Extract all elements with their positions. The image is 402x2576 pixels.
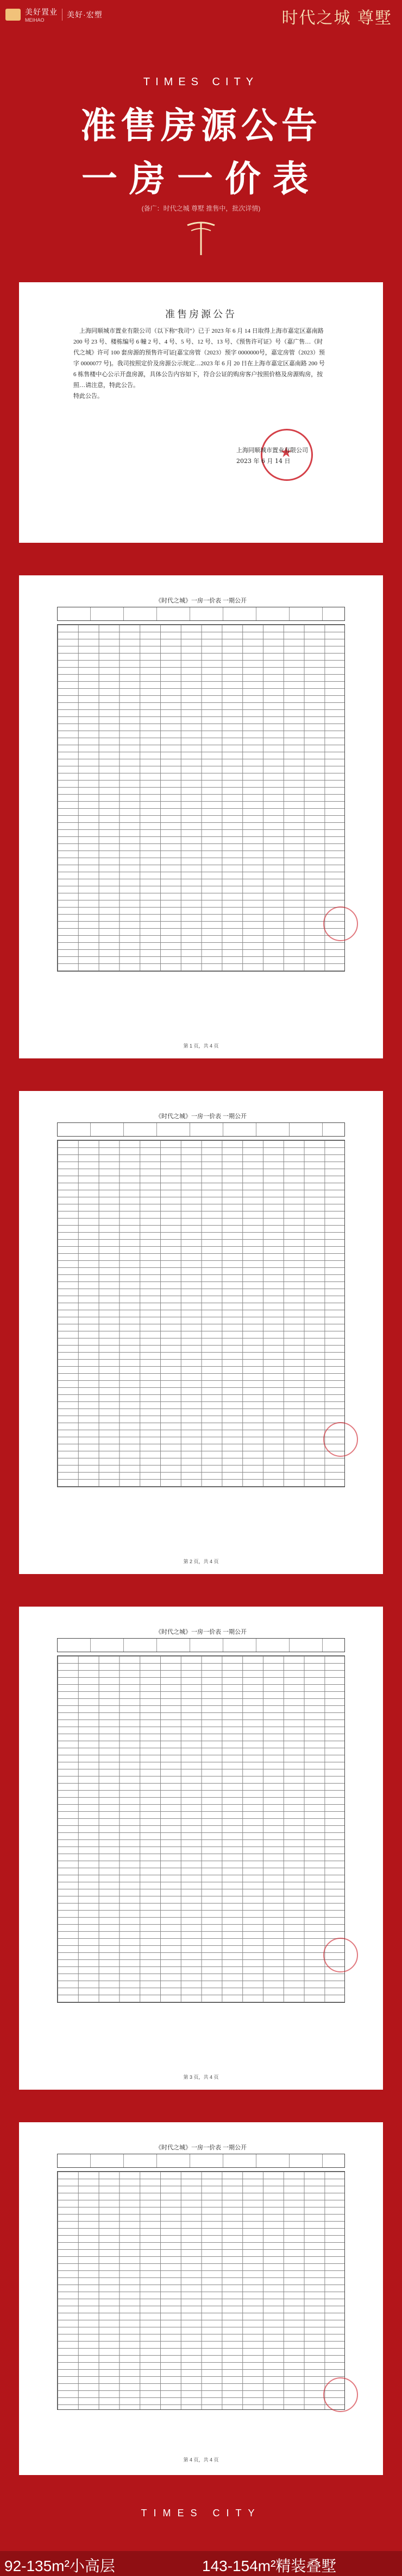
price-table-heading: 《时代之城》一房一价表 一期公开 (155, 2144, 247, 2151)
price-table-page (19, 1607, 383, 2090)
price-table-grid (57, 1140, 345, 1487)
footer-city-en: TIMES CITY (141, 2508, 261, 2518)
notice-signer: 上海同顺城市置业有限公司 (236, 447, 308, 454)
top-bar (0, 0, 402, 38)
city-en-title: TIMES CITY (143, 76, 259, 88)
page-title: 准售房源公告 (80, 104, 322, 147)
price-table-info-row (57, 1638, 345, 1652)
price-table-grid (57, 1655, 345, 2003)
price-table-heading: 《时代之城》一房一价表 一期公开 (155, 598, 247, 604)
price-table-footer: 第 4 页，共 4 页 (183, 2457, 219, 2463)
footer-right-text: 143-154m²精装叠墅 (202, 2558, 337, 2574)
price-table-info-row (57, 1122, 345, 1137)
notice-date: 2023 年 6 月 14 日 (236, 458, 291, 465)
subtitle-note: (备广：时代之城 尊墅 推售中，批次详情) (141, 205, 261, 212)
price-table-info-row (57, 607, 345, 621)
price-table-heading: 《时代之城》一房一价表 一期公开 (155, 1629, 247, 1635)
notice-body: 上海同顺城市置业有限公司（以下称“我司”）已于 2023 年 6 月 14 日取得上海市嘉定区嘉南路 200 号 23 号、楼栋编号 6 幢 2 号、4 号、5 号、12 号、13 号、《预售许可证》号（嘉广售…《时代之城》许可 100 套房源的预售许可证[嘉宝房管（2023）预字 0000000号，嘉定房管（2023）预字 0000077 号]。我司按照定价及房源公示规定…2023 年 6 月 20 日在上海市嘉定区嘉南路 200 号 6 栋售楼中心公示开盘房源，具体公告内容如下，符合公证的购房客户按照价格及房源购房，按照…请注意，特此公告。 特此公告。 (73, 328, 325, 399)
price-table-heading: 《时代之城》一房一价表 一期公开 (155, 1113, 247, 1120)
seal-stamp-icon (323, 906, 358, 941)
brand-mid: 美好·宏塑 (67, 10, 103, 19)
price-table-page (19, 575, 383, 1058)
price-table-info-row (57, 2154, 345, 2168)
price-table-footer: 第 1 页，共 4 页 (183, 1043, 219, 1049)
notice-document (19, 282, 383, 543)
notice-signature (236, 445, 345, 467)
seal-stamp-icon (323, 1938, 358, 1972)
bottom-banner (0, 2551, 402, 2576)
price-table-footer: 第 3 页，共 4 页 (183, 2074, 219, 2080)
brand-logo-icon (5, 9, 21, 21)
brand-logos (5, 7, 103, 23)
project-logo: 时代之城 尊墅 (281, 9, 392, 28)
price-table-page (19, 2122, 383, 2475)
times-t-icon (185, 220, 217, 258)
notice-title: 准售房源公告 (165, 309, 237, 320)
price-table-grid (57, 2171, 345, 2410)
seal-stamp-icon (323, 2377, 358, 2412)
footer-left-text: 92-135m²小高层 (4, 2558, 115, 2574)
price-table-page (19, 1091, 383, 1574)
price-table-footer: 第 2 页，共 4 页 (183, 1559, 219, 1564)
price-table-grid (57, 624, 345, 972)
page-subtitle: 一房一价表 (81, 157, 321, 200)
brand-left: 美好置业 MEIHAO (25, 8, 58, 23)
seal-stamp-icon (323, 1422, 358, 1457)
